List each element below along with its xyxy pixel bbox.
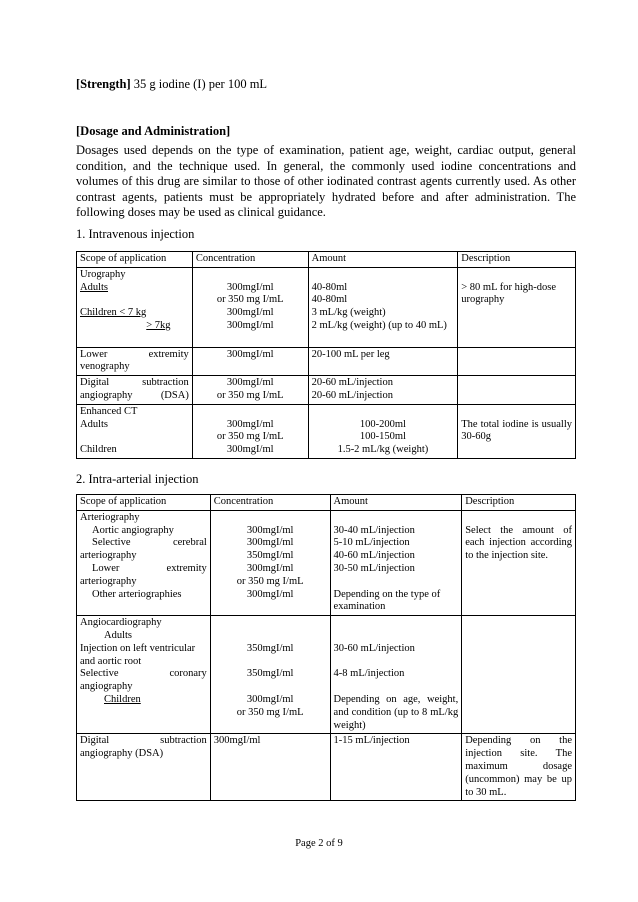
amount-cell: 40-80ml 40-80ml 3 mL/kg (weight) 2 mL/kg (weight) (up to 40 mL) [308,267,458,347]
header-concentration: Concentration [192,252,308,268]
header-concentration: Concentration [210,495,330,511]
description-cell [458,347,576,376]
header-amount: Amount [308,252,458,268]
scope-cell: Angiocardiography Adults Injection on left ventricular and aortic root Selective coronary angiography Children [77,616,211,734]
header-amount: Amount [330,495,462,511]
concentration-cell: 350mgI/ml 350mgI/ml 300mgI/ml or 350 mg I/mL [210,616,330,734]
description-cell: Select the amount of each injection according to the injection site. [462,510,576,615]
header-description: Description [462,495,576,511]
strength-text: 35 g iodine (I) per 100 mL [130,77,268,91]
intra-arterial-table [76,494,576,801]
scope-cell: Arteriography Aortic angiography Selective cerebral arteriography Lower extremity arteriography Other arteriographies [77,510,211,615]
table-row [77,267,576,347]
scope-cell: Enhanced CT Adults Children [77,404,193,458]
scope-cell: Digital subtraction angiography (DSA) [77,734,211,801]
table-row [77,510,576,615]
table-row [77,616,576,734]
section1-title: 1. Intravenous injection [76,227,195,241]
scope-cell: Lower extremity venography [77,347,193,376]
amount-cell: 20-60 mL/injection 20-60 mL/injection [308,376,458,405]
concentration-cell: 300mgI/ml 300mgI/ml 350mgI/ml 300mgI/ml or 350 mg I/mL 300mgI/ml [210,510,330,615]
concentration-cell: 300mgI/ml [192,347,308,376]
table-header-row [77,252,576,268]
description-cell [458,376,576,405]
concentration-cell: 300mgI/ml or 350 mg I/mL 300mgI/ml 300mgI/ml [192,267,308,347]
intravenous-table [76,251,576,459]
description-cell: Depending on the injection site. The maximum dosage (uncommon) may be up to 30 mL. [462,734,576,801]
table-row [77,376,576,405]
description-cell: The total iodine is usually 30-60g [458,404,576,458]
scope-cell: Digital subtraction angiography (DSA) [77,376,193,405]
concentration-cell: 300mgI/ml [210,734,330,801]
table-row [77,404,576,458]
page-footer: Page 2 of 9 [295,838,343,849]
table-row [77,347,576,376]
amount-cell: 100-200ml 100-150ml 1.5-2 mL/kg (weight) [308,404,458,458]
table-row [77,734,576,801]
amount-cell: 30-40 mL/injection 5-10 mL/injection 40-60 mL/injection 30-50 mL/injection Depending on the type of examination [330,510,462,615]
scope-cell: Urography Adults Children < 7 kg > 7kg [77,267,193,347]
amount-cell: 30-60 mL/injection 4-8 mL/injection Depending on age, weight, and condition (up to 8 mL/kg weight) [330,616,462,734]
header-description: Description [458,252,576,268]
concentration-cell: 300mgI/ml or 350 mg I/mL 300mgI/ml [192,404,308,458]
dosage-heading: [Dosage and Administration] [76,124,231,138]
amount-cell: 20-100 mL per leg [308,347,458,376]
section2-title: 2. Intra-arterial injection [76,472,199,486]
description-cell [462,616,576,734]
dosage-paragraph: Dosages used depends on the type of examination, patient age, weight, cardiac output, general condition, and the technique used. In general, the commonly used iodine concentrations and volumes of this drug are similar to those of other iodinated contrast agents currently used. As other contrast agents, patients must be appropriately hydrated before and after administration. The following doses may be used as clinical guidance. [76,143,576,220]
header-scope: Scope of application [77,495,211,511]
table-header-row [77,495,576,511]
strength-label: [Strength] [76,77,131,91]
concentration-cell: 300mgI/ml or 350 mg I/mL [192,376,308,405]
header-scope: Scope of application [77,252,193,268]
amount-cell: 1-15 mL/injection [330,734,462,801]
description-cell: > 80 mL for high-dose urography [458,267,576,347]
strength-line [76,77,267,92]
